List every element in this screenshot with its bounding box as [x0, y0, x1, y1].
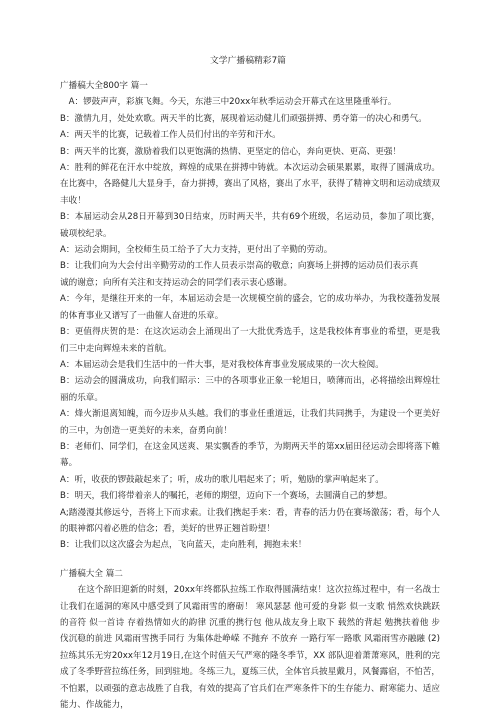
- paragraph: B：本届运动会从28日开幕到30日结束，历时两天半，共有69个班级，名运动员，参加了项比赛，破项校纪录。: [60, 212, 440, 239]
- paragraph: B：让我们以这次盛会为起点，飞向蓝天，走向胜利，拥抱未来！: [60, 540, 307, 551]
- paragraph: A：烽火渐退离知魄，而今迈步从头越。我们的事业任重道远，让我们共同携手，为建设一个更美好的三中，为创造一更美好的未来，奋勇向前！: [60, 409, 440, 436]
- section-1: [60, 94, 440, 553]
- paragraph: 诚的谢意；向所有关注和支持运动会的同学们表示衷心感谢。: [60, 277, 293, 288]
- paragraph: A：运动会期间，全校师生员工给予了大力支持，更付出了辛勤的劳动。: [60, 245, 333, 256]
- paragraph: 在这个辞旧迎新的时刻，20xx年终都队拉练工作取得圆满结束！这次拉练过程中，有一名战士让我们在遥洞的寒风中感受到了风霜雨雪的磨砺！ 寒风瑟瑟 他可爱的身影 似一支歌 悄然欢快跳跃的音符 似一首诗 存着热情如火的韵律 沉重的携行包 他从战友身上取下 载然的背起 勉携扶着他 步伐沉稳的前进 风霜雨雪携手同行 为集体赴峥嵘 不抛弃 不放弃 一路行军一路歌 风霜雨雪亦融融 (2)拉练其乐无穷20xx年12月19日,在这个时值天气严寒的隆冬季节，XX 部队迎着萧萧寒风，胜利的完成了冬季野营拉练任务，回到驻地。冬练三九，夏练三伏，全体官兵披星戴月，风餐露宿，不怕苦，不怕累，以顽强的意志战胜了自我，有效的提高了官兵们在严寒条件下的生存能力、耐寒能力、适应能力、作战能力，: [60, 585, 440, 711]
- paragraph: A：听，收获的锣鼓敲起来了；听，成功的歌儿唱起来了；听，勉励的掌声响起来了。: [60, 474, 384, 485]
- section-heading: 广播稿大全 篇二: [60, 568, 123, 579]
- paragraph: A：锣鼓声声，彩旗飞舞。今天，东港三中20xx年秋季运动会开幕式在这里隆重举行。: [60, 97, 397, 108]
- paragraph: B：两天半的比赛，激励着我们以更饱满的热情、更坚定的信心，奔向更快、更高、更强！: [60, 146, 402, 157]
- paragraph: A：今年，是继往开来的一年，本届运动会是一次规模空前的盛会，它的成功举办，为我校蓬勃发展的体育事业又谱写了一曲催人奋进的乐章。: [60, 294, 440, 321]
- document-body: [60, 78, 440, 713]
- paragraph: B：老师们、同学们，在这金风送爽、果实飘香的季节，为期两天半的第xx届田径运动会即将落下帷幕。: [60, 441, 440, 469]
- paragraph: B：让我们向为大会付出辛勤劳动的工作人员表示崇高的敬意；向赛场上拼搏的运动员们表示真: [60, 261, 419, 272]
- section-spacer: [60, 554, 440, 566]
- paragraph: B：更值得庆贺的是：在这次运动会上涌现出了一大批优秀选手，这是我校体育事业的希望，更是我们三中走向辉煌未来的首航。: [60, 327, 440, 354]
- section-2: [60, 582, 440, 713]
- paragraph: A：两天半的比赛，记载着工作人员们付出的辛劳和汗水。: [60, 130, 281, 141]
- paragraph: A;踏漫漫其修远兮，吾将上下而求索。让我们携起手来：看，青春的活力仍在赛场激荡；看，每个人的眼神都闪着必胜的信念；看，美好的世界正翘首盼望！: [60, 507, 440, 534]
- section-heading: 广播稿大全800字 篇一: [60, 81, 148, 91]
- paragraph: B：运动会的圆满成功，向我们昭示：三中的各项事业正象一轮旭日，喷薄而出，必将描绘出辉煌壮丽的乐章。: [60, 376, 440, 403]
- document-title: 文学广播稿精彩7篇: [210, 56, 286, 66]
- paragraph: A：胜利的鲜花在汗水中绽放，辉煌的成果在拼搏中铸就。本次运动会硕果累累，取得了圆满成功。在比赛中，各路健儿大显身手，奋力拼搏，赛出了风格，赛出了水平，获得了精神文明和运动成绩双丰收！: [60, 163, 440, 206]
- paragraph: B：激情九月，处处欢歌。两天半的比赛，展现着运动健儿们顽强拼搏、勇夺第一的决心和勇气。: [60, 113, 427, 124]
- paragraph: B：明天，我们将带着亲人的嘱托，老师的期望，迈向下一个赛场，去圆满自己的梦想。: [60, 491, 393, 502]
- paragraph: A：本届运动会是我们生活中的一件大事，是对我校体育事业发展成果的一次大检阅。: [60, 359, 384, 370]
